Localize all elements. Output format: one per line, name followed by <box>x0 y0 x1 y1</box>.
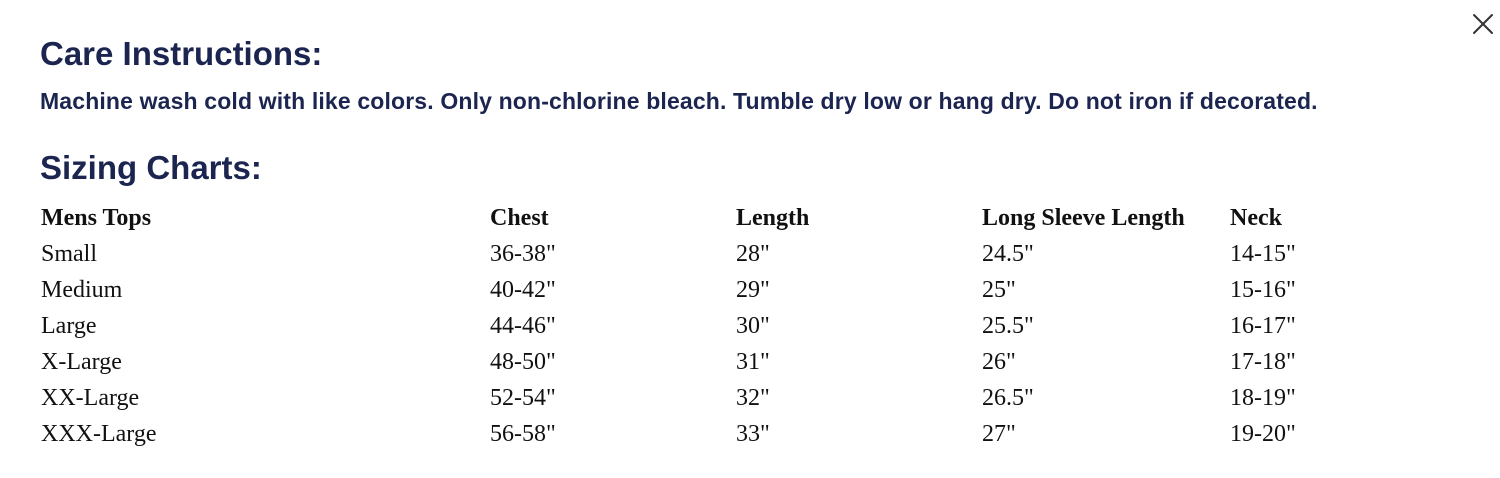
header-long-sleeve-length: Long Sleeve Length <box>982 204 1185 231</box>
table-row <box>41 416 1330 452</box>
chest-cell: 48-50" <box>490 348 556 375</box>
chest-cell: 56-58" <box>490 420 556 447</box>
neck-cell: 16-17" <box>1230 312 1296 339</box>
length-cell: 32" <box>736 384 770 411</box>
length-cell: 31" <box>736 348 770 375</box>
neck-cell: 17-18" <box>1230 348 1296 375</box>
close-button[interactable] <box>1470 11 1496 37</box>
size-cell: Large <box>41 312 97 339</box>
size-cell: XX-Large <box>41 384 140 411</box>
length-cell: 28" <box>736 240 770 267</box>
header-mens-tops: Mens Tops <box>41 204 152 231</box>
chest-cell: 44-46" <box>490 312 556 339</box>
close-icon <box>1470 11 1496 37</box>
header-chest: Chest <box>490 204 549 231</box>
length-cell: 30" <box>736 312 770 339</box>
long-sleeve-length-cell: 26.5" <box>982 384 1034 411</box>
neck-cell: 15-16" <box>1230 276 1296 303</box>
table-row <box>41 272 1330 308</box>
long-sleeve-length-cell: 25" <box>982 276 1016 303</box>
table-row <box>41 308 1330 344</box>
neck-cell: 19-20" <box>1230 420 1296 447</box>
size-cell: Small <box>41 240 98 267</box>
neck-cell: 18-19" <box>1230 384 1296 411</box>
length-cell: 29" <box>736 276 770 303</box>
neck-cell: 14-15" <box>1230 240 1296 267</box>
long-sleeve-length-cell: 27" <box>982 420 1016 447</box>
table-header-row <box>41 200 1330 236</box>
table-row <box>41 236 1330 272</box>
size-cell: XXX-Large <box>41 420 157 447</box>
sizing-table <box>41 200 1330 452</box>
sizing-charts-title: Sizing Charts: <box>40 149 262 186</box>
chest-cell: 36-38" <box>490 240 556 267</box>
long-sleeve-length-cell: 25.5" <box>982 312 1034 339</box>
care-instructions-text: Machine wash cold with like colors. Only non-chlorine bleach. Tumble dry low or hang dry. Do not iron if decorated. <box>40 88 1318 114</box>
table-row <box>41 380 1330 416</box>
header-length: Length <box>736 204 810 231</box>
long-sleeve-length-cell: 26" <box>982 348 1016 375</box>
size-cell: X-Large <box>41 348 122 375</box>
size-cell: Medium <box>41 276 123 303</box>
table-row <box>41 344 1330 380</box>
chest-cell: 52-54" <box>490 384 556 411</box>
long-sleeve-length-cell: 24.5" <box>982 240 1034 267</box>
care-instructions-title: Care Instructions: <box>40 35 323 72</box>
chest-cell: 40-42" <box>490 276 556 303</box>
header-neck: Neck <box>1230 204 1282 231</box>
length-cell: 33" <box>736 420 770 447</box>
